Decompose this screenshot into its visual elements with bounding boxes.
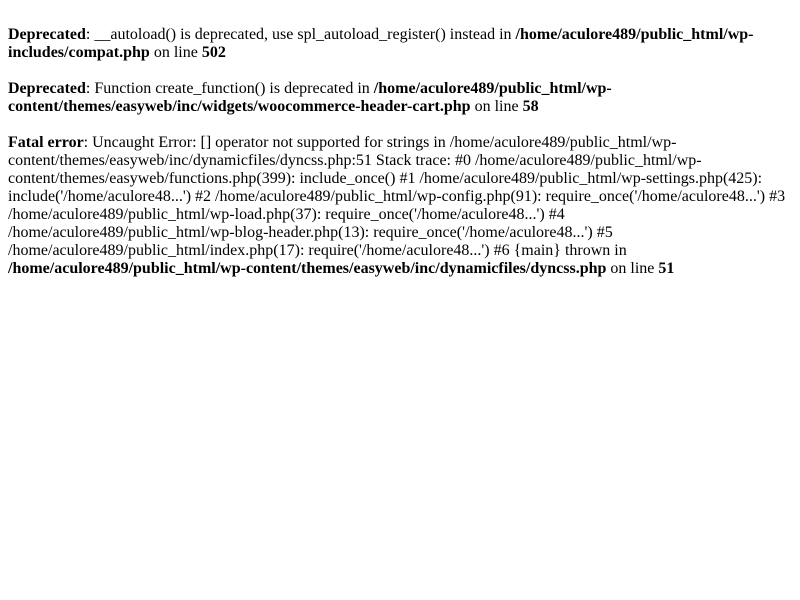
on-line-text: on line xyxy=(606,260,659,277)
error-file: /home/aculore489/public_html/wp-content/themes/easyweb/inc/dynamicfiles/dyncss.php xyxy=(8,260,607,277)
error-message: : Uncaught Error: [] operator not supported for strings in /home/aculore489/public_html/wp-content/themes/easyweb/inc/dynamicfiles/dyncss.php:51 Stack trace: #0 /home/aculore489/public_html/wp-content/themes/easyweb/functions.php(399): include_once() #1 /home/aculore489/public_html/wp-settings.php(425): include('/home/aculore48...') #2 /home/aculore489/public_html/wp-config.php(91): require_once('/home/aculore48...') #3 /home/aculore489/public_html/wp-load.php(37): require_once('/home/aculore48...') #4 /home/aculore489/public_html/wp-blog-header.php(13): require_once('/home/aculore48...') #5 /home/aculore489/public_html/index.php(17): require('/home/aculore48...') #6 {main} thrown in xyxy=(8,134,786,259)
error-message: : __autoload() is deprecated, use spl_autoload_register() instead in xyxy=(85,26,516,43)
spacer xyxy=(8,116,792,134)
on-line-text: on line xyxy=(149,44,202,61)
error-label: Deprecated xyxy=(8,80,86,97)
error-label: Fatal error xyxy=(8,134,84,151)
error-label: Deprecated xyxy=(8,26,86,43)
spacer xyxy=(8,62,792,80)
error-fatal xyxy=(8,134,792,278)
error-line-number: 502 xyxy=(201,44,226,61)
error-page xyxy=(0,0,800,278)
error-deprecated-autoload xyxy=(8,26,792,62)
error-message: : Function create_function() is deprecated in xyxy=(85,80,374,97)
error-file: /home/aculore489/public_html/wp-content/themes/easyweb/inc/widgets/woocommerce-header-cart.php xyxy=(8,80,612,115)
error-deprecated-create-function xyxy=(8,80,792,116)
error-line-number: 51 xyxy=(658,260,675,277)
error-line-number: 58 xyxy=(522,98,539,115)
on-line-text: on line xyxy=(470,98,523,115)
error-file: /home/aculore489/public_html/wp-includes/compat.php xyxy=(8,26,754,61)
